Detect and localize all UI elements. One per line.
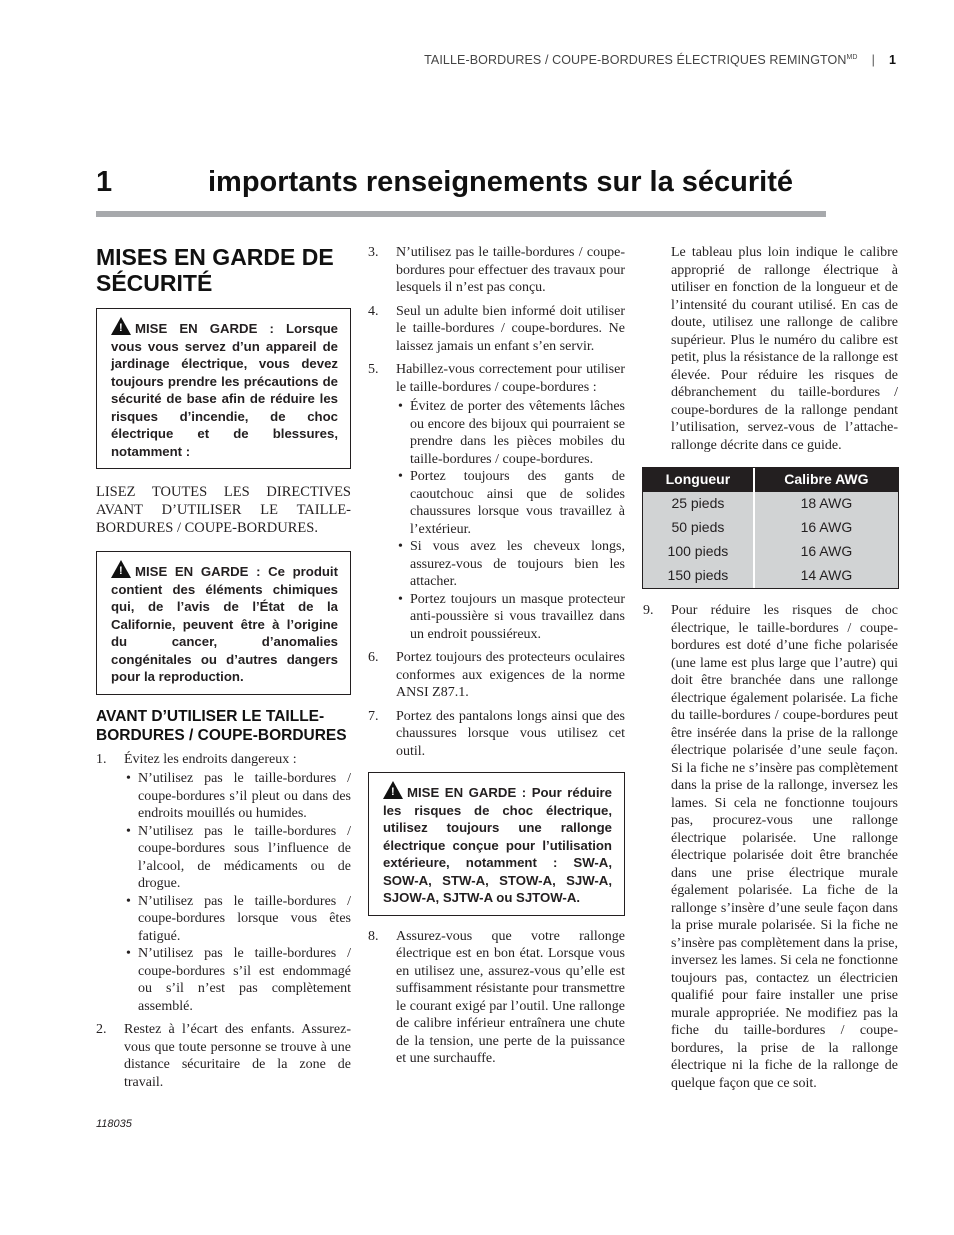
column-1 <box>96 244 351 1097</box>
section-title: MISES EN GARDE DE SÉCURITÉ <box>96 244 334 296</box>
table-header-row <box>643 468 898 492</box>
table-header: Calibre AWG <box>754 468 898 492</box>
read-directives: LISEZ TOUTES LES DIRECTIVES AVANT D’UTILISER LE TAILLE-BORDURES / COUPE-BORDURES. <box>96 484 351 536</box>
header-separator: | <box>871 53 875 67</box>
item-number: 1. <box>96 751 107 767</box>
item-number: 4. <box>368 303 379 319</box>
table-row <box>643 540 898 564</box>
running-header <box>424 53 896 67</box>
item-number: 8. <box>368 928 379 944</box>
table-cell: 16 AWG <box>754 540 898 564</box>
item-text: N’utilisez pas le taille-bordures / coupe-bordures pour effectuer des travaux pour lesquels il n’est pas conçu. <box>396 245 625 295</box>
list-item <box>368 928 625 1068</box>
table-cell: 16 AWG <box>754 516 898 540</box>
table-cell: 25 pieds <box>643 492 754 516</box>
list-item <box>368 361 625 643</box>
item-number: 9. <box>643 603 654 618</box>
item-text: Pour réduire les risques de choc électrique, le taille-bordures / coupe-bordures est doté d’une fiche polarisée (une lame est plus large que l’autre) qui doit être branchée dans une rallonge électrique également polarisée. La fiche du taille-bordures / coupe-bordures peut être insérée dans la prise de la rallonge électrique polarisée d’une seule façon. Si la fiche ne s’insère pas complètement dans la prise de la rallonge, inversez les lames. Si cela ne fonctionne toujours pas, procurez-vous une rallonge électrique polarisée. Une rallonge électrique polarisée doit être branchée dans une prise électrique murale également polarisée. La fiche de la rallonge s’insère d’une seule façon dans la prise murale polarisée. Si la fiche ne s’insère pas complètement dans la prise, inversez les lames. Si cela ne fonctionne toujours pas, contactez un électricien qualifié pour faire installer une prise murale appropriée. Ne modifiez pas la fiche du taille-bordures / coupe-bordures, la prise de la rallonge électrique ni la fiche de la rallonge de quelque façon que ce soit. <box>671 603 898 1091</box>
warning-box-1 <box>96 308 351 469</box>
list-item <box>368 649 625 702</box>
running-title: TAILLE-BORDURES / COUPE-BORDURES ÉLECTRIQUES REMINGTON <box>424 53 847 67</box>
safety-list <box>368 244 625 760</box>
item-text: Portez toujours des protecteurs oculaires conformes aux exigences de la norme ANSI Z87.1. <box>396 650 625 700</box>
item-number: 3. <box>368 245 379 260</box>
chapter-rule <box>96 211 826 217</box>
bullet-item: • Évitez de porter des vêtements lâches ou encore des bijoux qui pourraient se prendre dans les pièces mobiles du taille-bordures / coupe-bordures. <box>396 398 625 468</box>
warning-box-3 <box>368 772 625 916</box>
item-number: 2. <box>96 1022 107 1037</box>
list-item <box>368 244 625 297</box>
bullet-item: • Portez toujours un masque protecteur anti-poussière si vous travaillez dans un endroit poussiéreux. <box>396 591 625 644</box>
document-number: 118035 <box>96 1118 132 1130</box>
list-item <box>643 602 898 1092</box>
bullet-list <box>396 398 625 643</box>
cord-intro: Le tableau plus loin indique le calibre approprié de rallonge électrique à utiliser en fonction de la longueur et de l’intensité du courant utilisé. En cas de doute, utilisez une rallonge de calibre supérieur. Plus le numéro du calibre est petit, plus la résistance de la rallonge est élevée. Pour réduire les risques de débranchement du taille-bordures / coupe-bordures de la rallonge pendant l’utilisation, servez-vous de l’attache-rallonge décrite dans ce guide. <box>671 245 898 453</box>
column-3 <box>643 244 898 1098</box>
bullet-item: • N’utilisez pas le taille-bordures / coupe-bordures lorsque vous êtes fatigué. <box>124 893 351 946</box>
item-text: Seul un adulte bien informé doit utiliser le taille-bordures / coupe-bordures. Ne laissez jamais un enfant s’en servir. <box>396 303 625 354</box>
bullet-item: • Si vous avez les cheveux longs, assurez-vous de toujours bien les attacher. <box>396 538 625 591</box>
item-text: Habillez-vous correctement pour utiliser le taille-bordures / coupe-bordures : <box>396 362 625 395</box>
table-row <box>643 564 898 588</box>
item-number: 5. <box>368 362 379 377</box>
bullet-list <box>124 770 351 1015</box>
warning-icon <box>111 317 131 335</box>
item-text: Restez à l’écart des enfants. Assurez-vous que toute personne se trouve à une distance sécuritaire de la zone de travail. <box>124 1022 351 1090</box>
bullet-item: • N’utilisez pas le taille-bordures / coupe-bordures s’il pleut ou dans des endroits mouillés ou humides. <box>124 770 351 823</box>
table-cell: 150 pieds <box>643 564 754 588</box>
item-text: Évitez les endroits dangereux : <box>124 751 297 767</box>
awg-table <box>643 468 898 588</box>
chapter-title: importants renseignements sur la sécurité <box>208 166 794 198</box>
bullet-item: • N’utilisez pas le taille-bordures / coupe-bordures s’il est endommagé ou s’il n’est pas complètement assemblé. <box>124 945 351 1015</box>
item-text: Assurez-vous que votre rallonge électrique est en bon état. Lorsque vous en utilisez une, assurez-vous qu’elle est suffisamment résistante pour transmettre le courant exigé par l’outil. Une rallonge de calibre inférieur entraînera une chute de la tension, une perte de la puissance et une surchauffe. <box>396 928 625 1066</box>
trademark: MD <box>846 53 858 61</box>
safety-list-cont <box>643 602 898 1092</box>
warning-icon <box>111 560 131 578</box>
table-row <box>643 492 898 516</box>
list-item <box>96 751 351 1016</box>
table-row <box>643 516 898 540</box>
list-item <box>96 1021 351 1091</box>
table-header: Longueur <box>643 468 754 492</box>
table-cell: 14 AWG <box>754 564 898 588</box>
table-cell: 50 pieds <box>643 516 754 540</box>
warning-icon <box>383 781 403 799</box>
list-item <box>368 303 625 356</box>
safety-list <box>96 751 351 1092</box>
warning-text-3: MISE EN GARDE : Pour réduire les risques de choc électrique, utilisez toujours une rallonge électrique conçue pour l’utilisation extérieure, notamment : SW-A, SOW-A, STW-A, STOW-A, SJW-A, SJOW-A, SJTW-A ou SJTOW-A. <box>383 785 612 905</box>
table-cell: 100 pieds <box>643 540 754 564</box>
warning-text-2: MISE EN GARDE : Ce produit contient des éléments chimiques qui, de l’avis de l’État de la Californie, peuvent être à l’origine du cancer, d’anomalies congénitales ou d’autres dangers pour la reproduction. <box>111 564 338 684</box>
warning-box-2 <box>96 551 351 695</box>
item-number: 7. <box>368 708 379 724</box>
safety-list-cont <box>368 928 625 1068</box>
bullet-item: • N’utilisez pas le taille-bordures / coupe-bordures sous l’influence de l’alcool, de médicaments ou de drogue. <box>124 823 351 893</box>
item-text: Portez des pantalons longs ainsi que des chaussures lorsque vous utilisez cet outil. <box>396 708 625 759</box>
chapter-number: 1 <box>96 166 113 198</box>
list-item <box>368 708 625 761</box>
item-number: 6. <box>368 650 379 665</box>
chapter-heading <box>96 166 826 199</box>
column-2 <box>368 244 625 1074</box>
page-number: 1 <box>888 53 896 67</box>
subsection-title: AVANT D’UTILISER LE TAILLE-BORDURES / COUPE-BORDURES <box>96 707 347 744</box>
warning-text-1: MISE EN GARDE : Lorsque vous vous servez d’un appareil de jardinage électrique, vous devez toujours prendre les précautions de sécurité de base afin de réduire les risques d’incendie, de choc électrique et de blessures, notamment : <box>111 321 338 459</box>
table-cell: 18 AWG <box>754 492 898 516</box>
bullet-item: • Portez toujours des gants de caoutchouc ainsi que de solides chaussures lorsque vous travaillez à l’extérieur. <box>396 468 625 538</box>
